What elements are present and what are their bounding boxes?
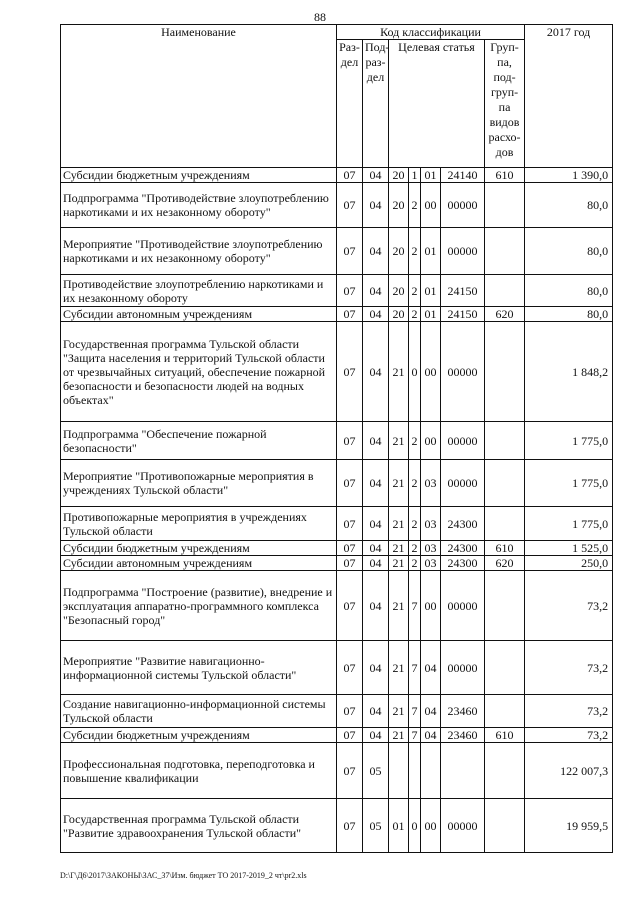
row-target-d: 00000 — [441, 641, 485, 695]
row-target-b: 2 — [409, 275, 421, 307]
header-group: Груп- па, под- груп- па видов расхо- дов — [485, 40, 525, 168]
row-group: 620 — [485, 307, 525, 322]
row-target-b: 7 — [409, 571, 421, 641]
row-name: Подпрограмма "Построение (развитие), внедрение и эксплуатация аппаратно-программного комплекса "Безопасный город" — [61, 571, 337, 641]
row-amount: 250,0 — [525, 556, 613, 571]
row-razdel: 07 — [337, 728, 363, 743]
header-code: Код классификации — [337, 25, 525, 40]
table-row — [61, 728, 613, 743]
row-target-d: 23460 — [441, 728, 485, 743]
row-name: Подпрограмма "Противодействие злоупотреблению наркотиками и их незаконному обороту" — [61, 183, 337, 228]
row-target-a: 21 — [389, 556, 409, 571]
row-amount: 1 775,0 — [525, 507, 613, 541]
header-target: Целевая статья — [389, 40, 485, 168]
row-target-c — [421, 743, 441, 799]
row-amount: 1 390,0 — [525, 168, 613, 183]
row-target-a: 21 — [389, 422, 409, 460]
row-target-a: 21 — [389, 695, 409, 728]
table-row — [61, 571, 613, 641]
row-target-d: 00000 — [441, 228, 485, 275]
header-row-top — [61, 25, 613, 40]
row-podrazdel: 05 — [363, 743, 389, 799]
row-target-b: 2 — [409, 183, 421, 228]
row-group — [485, 571, 525, 641]
budget-table — [60, 24, 613, 853]
row-razdel: 07 — [337, 422, 363, 460]
row-target-c: 00 — [421, 322, 441, 422]
row-name: Противопожарные мероприятия в учреждениях Тульской области — [61, 507, 337, 541]
row-target-a: 20 — [389, 183, 409, 228]
row-amount: 1 775,0 — [525, 422, 613, 460]
row-podrazdel: 04 — [363, 541, 389, 556]
row-podrazdel: 04 — [363, 460, 389, 507]
table-row — [61, 168, 613, 183]
row-target-b: 0 — [409, 799, 421, 853]
table-row — [61, 695, 613, 728]
row-name: Противодействие злоупотреблению наркотиками и их незаконному обороту — [61, 275, 337, 307]
row-podrazdel: 04 — [363, 168, 389, 183]
row-target-b: 2 — [409, 228, 421, 275]
row-name: Мероприятие "Противодействие злоупотреблению наркотиками и их незаконному обороту" — [61, 228, 337, 275]
row-razdel: 07 — [337, 541, 363, 556]
row-target-d: 23460 — [441, 695, 485, 728]
row-target-b: 2 — [409, 507, 421, 541]
header-podrazdel: Под- раз- дел — [363, 40, 389, 168]
row-group — [485, 422, 525, 460]
row-group — [485, 460, 525, 507]
row-group: 610 — [485, 168, 525, 183]
row-target-c: 03 — [421, 507, 441, 541]
row-razdel: 07 — [337, 571, 363, 641]
row-group — [485, 695, 525, 728]
row-target-a: 21 — [389, 322, 409, 422]
row-amount: 80,0 — [525, 307, 613, 322]
row-target-a: 21 — [389, 507, 409, 541]
row-amount: 1 848,2 — [525, 322, 613, 422]
row-target-d: 24300 — [441, 556, 485, 571]
row-podrazdel: 04 — [363, 571, 389, 641]
table-row — [61, 541, 613, 556]
row-podrazdel: 04 — [363, 641, 389, 695]
row-target-a: 20 — [389, 275, 409, 307]
row-podrazdel: 04 — [363, 183, 389, 228]
row-razdel: 07 — [337, 556, 363, 571]
row-target-d: 00000 — [441, 183, 485, 228]
row-podrazdel: 04 — [363, 695, 389, 728]
row-target-b: 2 — [409, 556, 421, 571]
row-target-b: 2 — [409, 307, 421, 322]
row-name: Создание навигационно-информационной системы Тульской области — [61, 695, 337, 728]
row-name: Субсидии бюджетным учреждениям — [61, 541, 337, 556]
row-target-a: 20 — [389, 307, 409, 322]
row-razdel: 07 — [337, 168, 363, 183]
table-row — [61, 183, 613, 228]
row-group — [485, 183, 525, 228]
row-razdel: 07 — [337, 641, 363, 695]
table-row — [61, 799, 613, 853]
row-razdel: 07 — [337, 743, 363, 799]
row-group — [485, 507, 525, 541]
row-podrazdel: 04 — [363, 422, 389, 460]
row-target-a: 21 — [389, 571, 409, 641]
row-target-c: 04 — [421, 728, 441, 743]
row-target-d: 24150 — [441, 275, 485, 307]
row-target-d: 24150 — [441, 307, 485, 322]
row-target-a — [389, 743, 409, 799]
row-razdel: 07 — [337, 307, 363, 322]
row-target-d: 24140 — [441, 168, 485, 183]
row-target-a: 20 — [389, 228, 409, 275]
row-target-d: 00000 — [441, 571, 485, 641]
row-amount: 80,0 — [525, 183, 613, 228]
row-target-d: 24300 — [441, 541, 485, 556]
header-razdel: Раз- дел — [337, 40, 363, 168]
row-amount: 73,2 — [525, 695, 613, 728]
row-razdel: 07 — [337, 799, 363, 853]
table-row — [61, 743, 613, 799]
row-group — [485, 799, 525, 853]
row-target-c: 00 — [421, 422, 441, 460]
row-amount: 73,2 — [525, 571, 613, 641]
row-razdel: 07 — [337, 228, 363, 275]
row-podrazdel: 05 — [363, 799, 389, 853]
file-path-footer: D:\Г\Д6\2017\ЗАКОНЫ\ЗАС_37\Изм. бюджет ТО 2017-2019_2 чт\pr2.xls — [60, 871, 307, 880]
row-target-c: 00 — [421, 799, 441, 853]
row-target-d: 00000 — [441, 422, 485, 460]
header-name: Наименование — [61, 25, 337, 168]
row-target-d: 00000 — [441, 460, 485, 507]
row-target-d: 24300 — [441, 507, 485, 541]
row-group — [485, 641, 525, 695]
table-row — [61, 307, 613, 322]
table-row — [61, 275, 613, 307]
row-razdel: 07 — [337, 275, 363, 307]
table-row — [61, 322, 613, 422]
row-razdel: 07 — [337, 183, 363, 228]
row-target-b: 0 — [409, 322, 421, 422]
row-target-a: 21 — [389, 641, 409, 695]
row-target-d: 00000 — [441, 799, 485, 853]
row-target-c: 01 — [421, 168, 441, 183]
row-name: Мероприятие "Противопожарные мероприятия в учреждениях Тульской области" — [61, 460, 337, 507]
row-name: Субсидии бюджетным учреждениям — [61, 728, 337, 743]
row-target-c: 03 — [421, 460, 441, 507]
row-name: Субсидии автономным учреждениям — [61, 556, 337, 571]
row-podrazdel: 04 — [363, 507, 389, 541]
row-target-b: 2 — [409, 422, 421, 460]
row-amount: 1 525,0 — [525, 541, 613, 556]
row-target-c: 01 — [421, 275, 441, 307]
row-podrazdel: 04 — [363, 275, 389, 307]
row-target-b: 1 — [409, 168, 421, 183]
row-target-c: 01 — [421, 228, 441, 275]
row-podrazdel: 04 — [363, 228, 389, 275]
row-target-d: 00000 — [441, 322, 485, 422]
row-group — [485, 275, 525, 307]
row-amount: 1 775,0 — [525, 460, 613, 507]
row-name: Подпрограмма "Обеспечение пожарной безопасности" — [61, 422, 337, 460]
row-name: Профессиональная подготовка, переподготовка и повышение квалификации — [61, 743, 337, 799]
row-podrazdel: 04 — [363, 307, 389, 322]
row-group — [485, 322, 525, 422]
row-target-b: 7 — [409, 641, 421, 695]
row-razdel: 07 — [337, 460, 363, 507]
row-amount: 19 959,5 — [525, 799, 613, 853]
row-amount: 80,0 — [525, 228, 613, 275]
row-group: 610 — [485, 728, 525, 743]
row-target-c: 03 — [421, 541, 441, 556]
row-target-b — [409, 743, 421, 799]
row-target-b: 2 — [409, 541, 421, 556]
row-target-b: 2 — [409, 460, 421, 507]
row-amount: 122 007,3 — [525, 743, 613, 799]
row-target-a: 21 — [389, 541, 409, 556]
row-razdel: 07 — [337, 507, 363, 541]
row-razdel: 07 — [337, 695, 363, 728]
row-razdel: 07 — [337, 322, 363, 422]
row-target-c: 00 — [421, 183, 441, 228]
row-target-a: 20 — [389, 168, 409, 183]
row-target-c: 04 — [421, 641, 441, 695]
row-group — [485, 743, 525, 799]
row-amount: 73,2 — [525, 728, 613, 743]
row-podrazdel: 04 — [363, 556, 389, 571]
row-target-a: 21 — [389, 728, 409, 743]
row-name: Мероприятие "Развитие навигационно-информационной системы Тульской области" — [61, 641, 337, 695]
row-amount: 73,2 — [525, 641, 613, 695]
table-row — [61, 507, 613, 541]
row-target-c: 00 — [421, 571, 441, 641]
row-group — [485, 228, 525, 275]
table-row — [61, 641, 613, 695]
row-target-b: 7 — [409, 728, 421, 743]
page-number: 88 — [314, 10, 326, 24]
row-target-b: 7 — [409, 695, 421, 728]
row-amount: 80,0 — [525, 275, 613, 307]
row-podrazdel: 04 — [363, 322, 389, 422]
row-target-c: 01 — [421, 307, 441, 322]
row-name: Государственная программа Тульской области "Защита населения и территорий Тульской области от чрезвычайных ситуаций, обеспечение пожарной безопасности и безопасности людей на водных объектах" — [61, 322, 337, 422]
table-row — [61, 422, 613, 460]
row-group: 620 — [485, 556, 525, 571]
row-target-a: 01 — [389, 799, 409, 853]
row-group: 610 — [485, 541, 525, 556]
row-target-d — [441, 743, 485, 799]
row-podrazdel: 04 — [363, 728, 389, 743]
row-name: Субсидии автономным учреждениям — [61, 307, 337, 322]
header-year: 2017 год — [525, 25, 613, 168]
row-target-c: 03 — [421, 556, 441, 571]
row-name: Субсидии бюджетным учреждениям — [61, 168, 337, 183]
table-row — [61, 556, 613, 571]
table-row — [61, 228, 613, 275]
row-target-c: 04 — [421, 695, 441, 728]
row-target-a: 21 — [389, 460, 409, 507]
table-row — [61, 460, 613, 507]
row-name: Государственная программа Тульской области "Развитие здравоохранения Тульской области" — [61, 799, 337, 853]
